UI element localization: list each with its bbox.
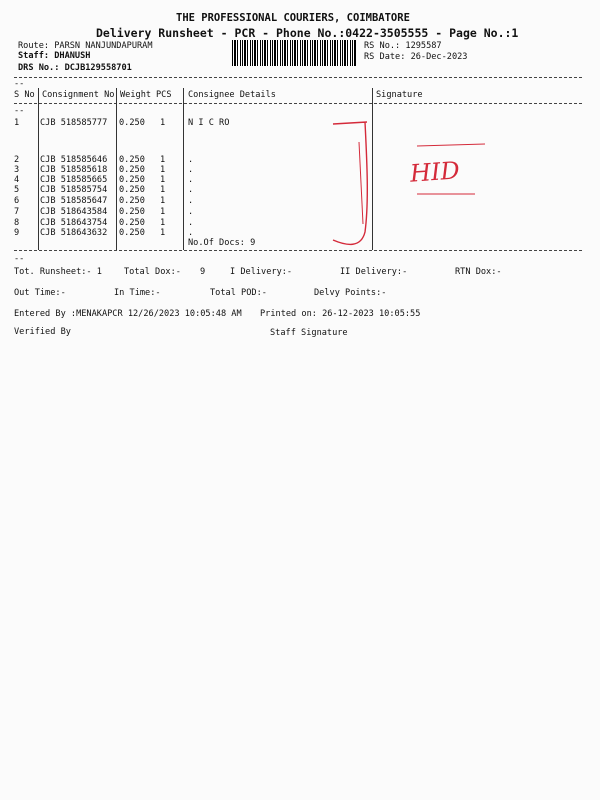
col-header-weight: Weight bbox=[120, 90, 152, 100]
column-divider bbox=[38, 88, 39, 250]
separator bbox=[14, 77, 582, 78]
handwritten-mark: HID bbox=[409, 156, 461, 188]
total-dox-value: 9 bbox=[200, 267, 206, 277]
total-dox-label: Total Dox:- bbox=[124, 267, 181, 277]
column-divider bbox=[183, 88, 184, 250]
company-name: THE PROFESSIONAL COURIERS, COIMBATORE bbox=[176, 12, 410, 24]
separator bbox=[14, 250, 582, 251]
col-header-consignee: Consignee Details bbox=[188, 90, 276, 100]
runsheet-subtitle: Delivery Runsheet - PCR - Phone No.:0422-3505555 - Page No.:1 bbox=[96, 26, 519, 40]
ii-delivery: II Delivery:- bbox=[340, 267, 408, 277]
i-delivery: I Delivery:- bbox=[230, 267, 293, 277]
delvy-points: Delvy Points:- bbox=[314, 288, 387, 298]
col-header-sno: S No bbox=[14, 90, 35, 100]
rs-date: RS Date: 26-Dec-2023 bbox=[364, 52, 468, 62]
rs-number: RS No.: 1295587 bbox=[364, 41, 442, 51]
col-header-signature: Signature bbox=[376, 90, 423, 100]
staff-signature-label: Staff Signature bbox=[270, 328, 348, 338]
in-time: In Time:- bbox=[114, 288, 161, 298]
rtn-dox: RTN Dox:- bbox=[455, 267, 502, 277]
separator bbox=[14, 103, 582, 104]
route-label: Route: PARSN NANJUNDAPURAM bbox=[18, 41, 153, 51]
verified-by: Verified By bbox=[14, 327, 71, 337]
no-of-docs: No.Of Docs: 9 bbox=[188, 238, 256, 248]
barcode-icon bbox=[232, 40, 356, 66]
drs-number: DRS No.: DCJB129558701 bbox=[18, 63, 132, 73]
tot-runsheet: Tot. Runsheet:- 1 bbox=[14, 267, 102, 277]
out-time: Out Time:- bbox=[14, 288, 66, 298]
column-divider bbox=[116, 88, 117, 250]
col-header-pcs: PCS bbox=[156, 90, 172, 100]
printed-on: Printed on: 26-12-2023 10:05:55 bbox=[260, 309, 421, 319]
handwritten-signature-icon bbox=[325, 112, 485, 252]
col-header-consignment: Consignment No bbox=[42, 90, 115, 100]
staff-label: Staff: DHANUSH bbox=[18, 51, 91, 61]
entered-by: Entered By :MENAKAPCR 12/26/2023 10:05:48 AM bbox=[14, 309, 242, 319]
total-pod: Total POD:- bbox=[210, 288, 267, 298]
